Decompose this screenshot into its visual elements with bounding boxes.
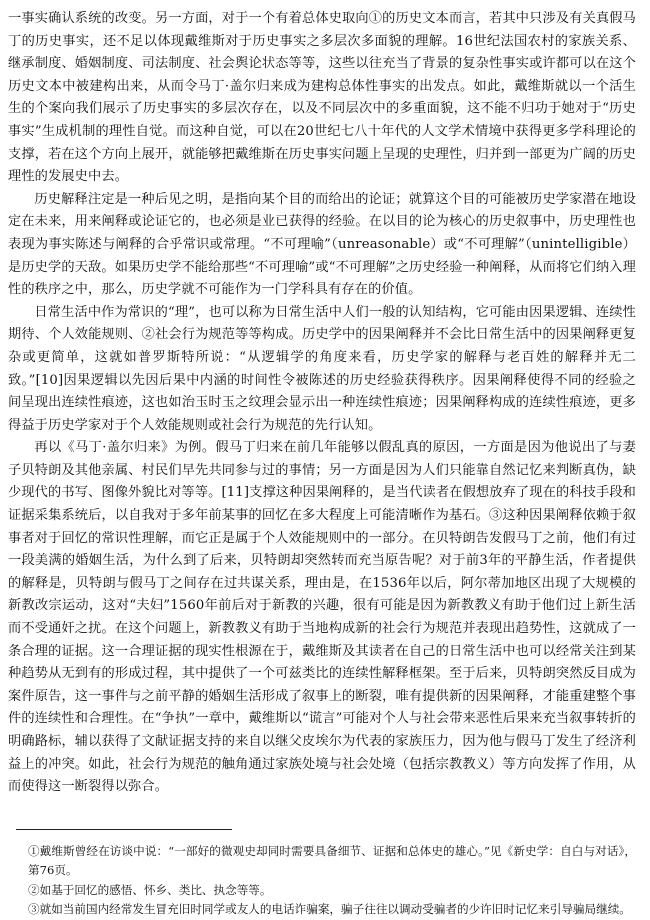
footnote-divider xyxy=(16,829,232,830)
footnote-1: ①戴维斯曾经在访谈中说：“一部好的微观史却同时需要具备细节、证据和总体史的雄心。”见《新史学：自白与对话》，第76页。 xyxy=(28,843,636,878)
main-text xyxy=(8,8,636,799)
paragraph-4: 再以《马丁·盖尔归来》为例。假马丁归来在前几年能够以假乱真的原因，一方面是因为他说出了与妻子贝特朗及其他亲属、村民们早先共同参与过的事情；另一方面是因为人们只能靠自然记忆来判断真伪，缺少现代的书写、图像外貌比对等等。[11]支撑这种因果阐释的，是当代读者在假想放弃了现在的科技手段和证据采集系统后，以自我对于多年前某事的回忆在多大程度上可能清晰作为基石。③这种因果阐释依赖于叙事者对于回忆的常识性理解，而它正是属于个人效能规则中的一部分。在贝特朗告发假马丁之前，他们有过一段美满的婚姻生活，为什么到了后来，贝特朗却突然转而充当原告呢？对于前3年的平静生活，作者提供的解释是，贝特朗与假马丁之间存在过共谋关系，理由是，在1536年以后，阿尔蒂加地区出现了大规模的新教改宗运动，这对“夫妇”1560年前后对于新教的兴趣，很有可能是因为新教教义有助于他们过上新生活而不受通奸之扰。在这个问题上，新教教义有助于当地构成新的社会行为规范并表现出趋势性，这就成了一条合理的证据。这一合理证据的现实性根源在于，戴维斯及其读者在自己的日常生活中也可以经常关注到某种趋势从无到有的形成过程，其中提供了一个可兹类比的连续性解释框架。至于后来，贝特朗突然反目成为案件原告，这一事件与之前平静的婚姻生活形成了叙事上的断裂，唯有提供新的因果阐释，才能重建整个事件的连续性和合理性。在“争执”一章中，戴维斯以“谎言”可能对个人与社会带来恶性后果来充当叙事转折的明确路标，辅以获得了文献证据支持的来自以继父皮埃尔为代表的家族压力，因为他与假马丁发生了经济利益上的冲突。如此，社会行为规范的触角通过家族处境与社会处境（包括宗教教义）等方向发挥了作用，从而使得这一断裂得以弥合。 xyxy=(8,440,636,795)
footnote-2: ②如基于回忆的感悟、怀乡、类比、执念等等。 xyxy=(28,882,272,897)
paragraph-2: 历史解释注定是一种后见之明，是指向某个目的而给出的论证；就算这个目的可能被历史学家潜在地设定在未来，用来阐释或论证它的，也必须是业已获得的经验。在以目的论为核心的历史叙事中，历史理性也表现为事实陈述与阐释的合乎常识或常理。“不可理喻”（unreasonable）或“不可理解”（unintelligible）是历史学的天敌。如果历史学不能给那些“不可理喻”或“不可理解”之历史经验一种阐释，从而将它们纳入理性的秩序之中，那么，历史学就不可能作为一门学科具有存在的价值。 xyxy=(8,191,636,298)
footnote-3: ③就如当前国内经常发生冒充旧时同学或友人的电话诈骗案，骗子往往以调动受骗者的少许旧时记忆来引导骗局继续。 xyxy=(28,902,631,917)
footnotes xyxy=(8,842,636,920)
paragraph-3: 日常生活中作为常识的“理”，也可以称为日常生活中人们一般的认知结构，它可能由因果逻辑、连续性期待、个人效能规则、②社会行为规范等等构成。历史学中的因果阐释并不会比日常生活中的因果阐释更复杂或更简单，这就如普罗斯特所说：“从逻辑学的角度来看，历史学家的解释与老百姓的解释并无二致。”[10]因果逻辑以先因后果中内涵的时间性令被陈述的历史经验获得秩序。因果阐释使得不同的经验之间呈现出连续性痕迹，这也如治玉时玉之纹理会显示出一种连续性痕迹；因果阐释构成的连续性痕迹，更多得益于历史学家对于个人效能规则或社会行为规范的先行认知。 xyxy=(8,304,636,433)
paragraph-1: 一事实确认系统的改变。另一方面，对于一个有着总体史取向①的历史文本而言，若其中只涉及有关真假马丁的历史事实，还不足以体现戴维斯对于历史事实之多层次多面貌的理解。16世纪法国农村的家族关系、继承制度、婚姻制度、司法制度、社会舆论状态等等，这些以往充当了背景的复杂性事实或许都可以在这个历史文本中被建构出来，从而令马丁·盖尔归来成为建构总体性事实的出发点。如此，戴维斯就以一个活生生的个案向我们展示了历史事实的多层次存在，以及不同层次中的多重面貌，这不能不归功于她对于“历史事实”生成机制的理性自觉。而这种自觉，可以在20世纪七八十年代的人文学术情境中获得更多学科理论的支撑，若在这个方向上展开，就能够把戴维斯在历史事实问题上呈现的史理性，归并到一部更为广阔的历史理性的发展史中去。 xyxy=(8,11,636,185)
